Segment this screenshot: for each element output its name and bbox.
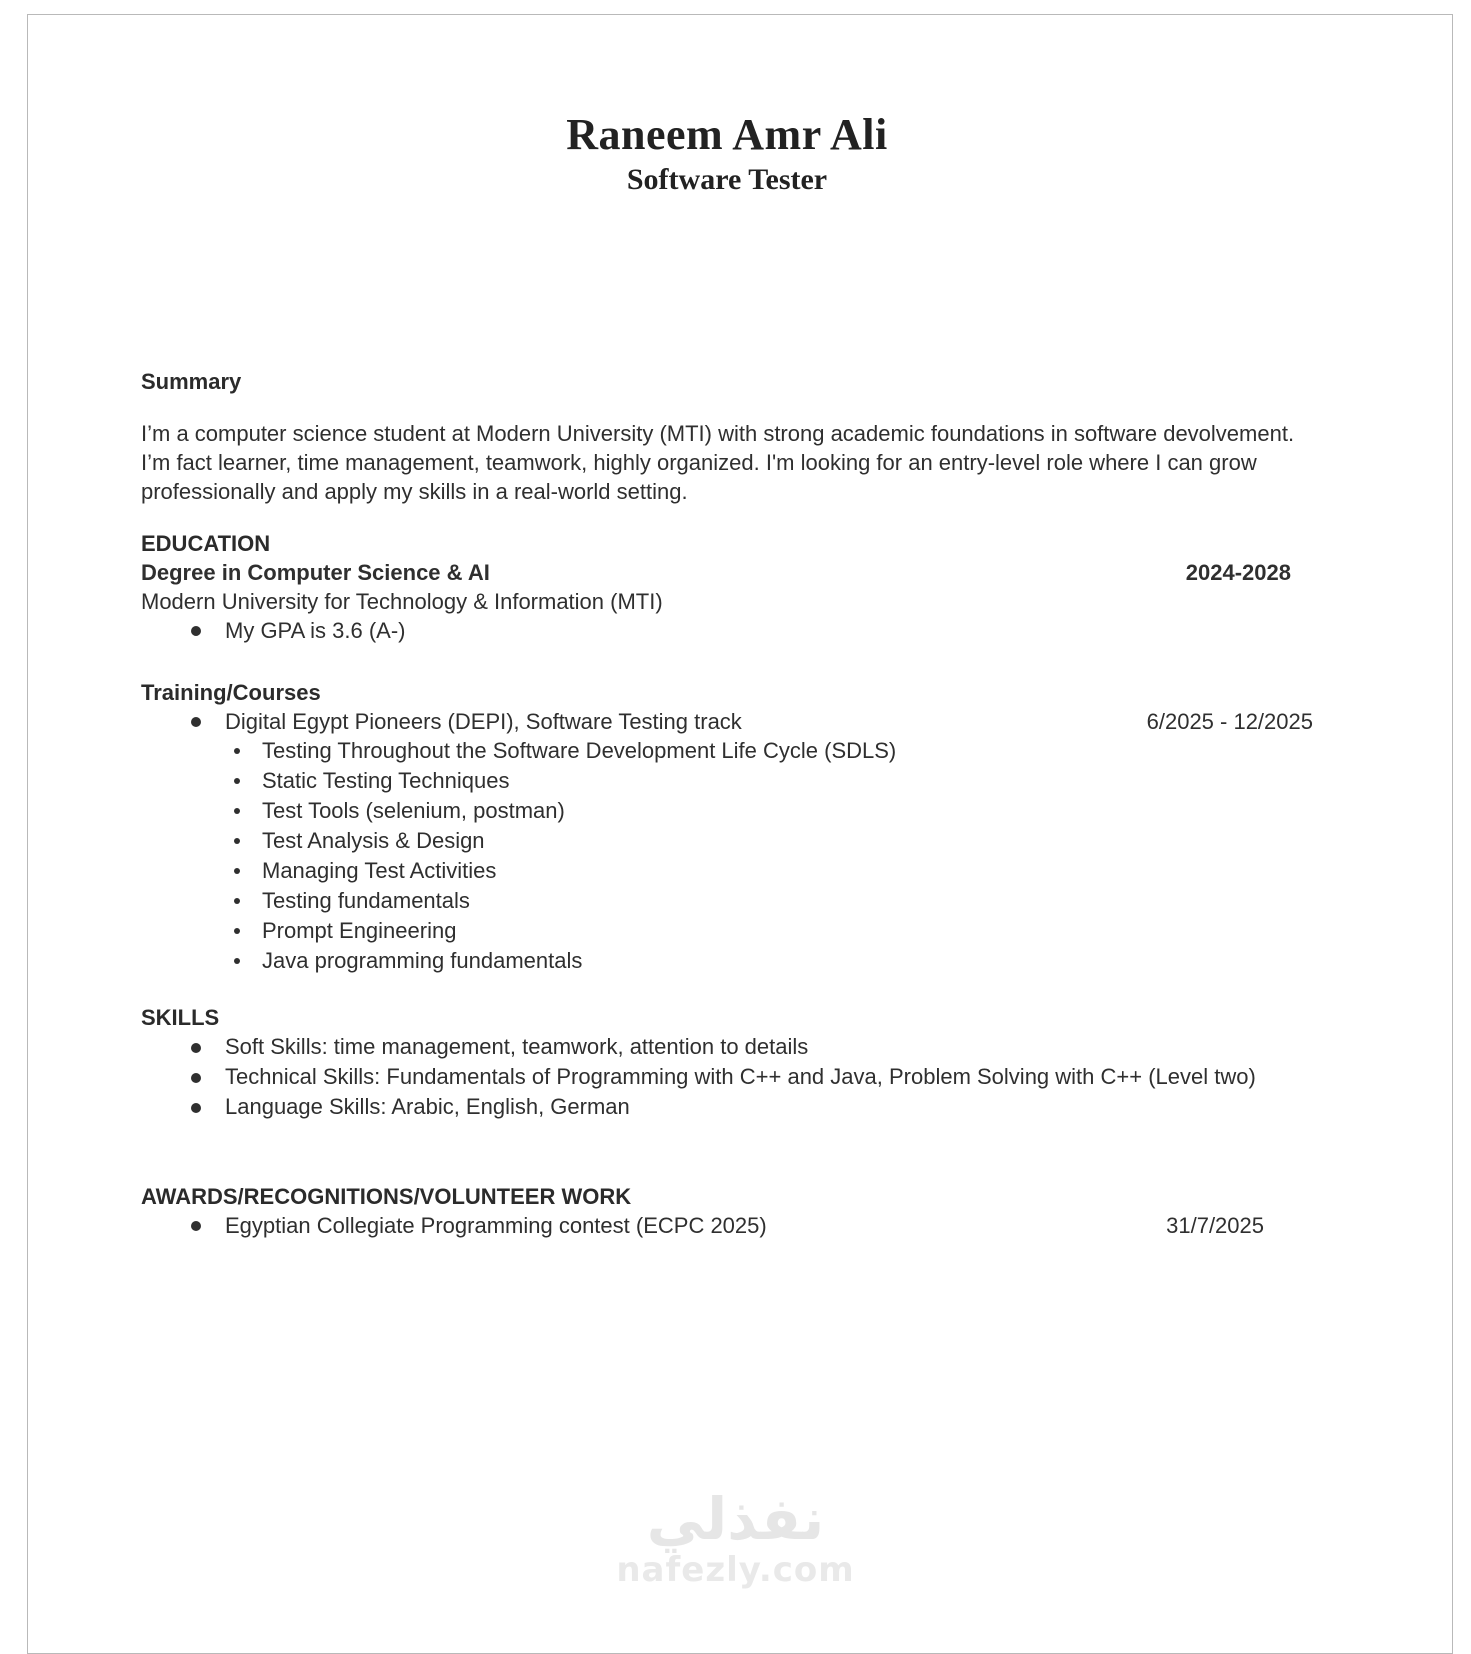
training-program: Digital Egypt Pioneers (DEPI), Software Testing track <box>225 709 742 734</box>
nafezly-site-label: nafezly.com <box>616 1550 855 1590</box>
resume-content <box>28 15 1452 1240</box>
candidate-name: Raneem Amr Ali <box>566 110 888 159</box>
award-row <box>141 1211 1313 1240</box>
skill-item <box>141 1032 1313 1062</box>
training-program-row <box>141 707 1313 736</box>
training-heading: Training/Courses <box>141 680 321 705</box>
training-topic: Java programming fundamentals <box>141 946 1313 976</box>
skill-item <box>141 1062 1313 1092</box>
candidate-job-title: Software Tester <box>626 163 828 196</box>
training-topic: Testing Throughout the Software Development Life Cycle (SDLS) <box>141 736 1313 766</box>
awards-section <box>141 1182 1313 1240</box>
skill-text: Soft Skills: time management, teamwork, attention to details <box>225 1034 809 1059</box>
nafezly-arabic-logo: نفذلي <box>646 1485 825 1553</box>
training-topic: Testing fundamentals <box>141 886 1313 916</box>
skills-section <box>141 1003 1313 1122</box>
resume-page <box>27 14 1453 1654</box>
training-topic: Test Analysis & Design <box>141 826 1313 856</box>
summary-section <box>141 367 1313 506</box>
education-degree-row <box>141 558 1313 587</box>
training-section <box>141 678 1313 976</box>
summary-heading: Summary <box>141 369 242 394</box>
awards-heading: AWARDS/RECOGNITIONS/VOLUNTEER WORK <box>141 1184 632 1209</box>
award-title: Egyptian Collegiate Programming contest (ECPC 2025) <box>225 1213 767 1238</box>
education-bullets <box>141 616 1313 645</box>
training-topic: Managing Test Activities <box>141 856 1313 886</box>
training-topic: Test Tools (selenium, postman) <box>141 796 1313 826</box>
education-school: Modern University for Technology & Information (MTI) <box>141 589 663 614</box>
education-heading: EDUCATION <box>141 531 271 556</box>
skills-list <box>141 1032 1313 1122</box>
degree-title: Degree in Computer Science & AI <box>141 560 490 585</box>
skills-heading: SKILLS <box>141 1005 220 1030</box>
award-date: 31/7/2025 <box>1166 1213 1264 1238</box>
skill-text: Language Skills: Arabic, English, German <box>225 1094 630 1119</box>
summary-paragraph: I’m a computer science student at Modern University (MTI) with strong academic foundations in software devolvement. I’m fact learner, time management, teamwork, highly organized. I'm looking for an entry-level role where I can grow professionally and apply my skills in a real-world setting. <box>141 421 1295 504</box>
training-dates: 6/2025 - 12/2025 <box>1146 709 1313 734</box>
training-program-list <box>141 707 1313 736</box>
degree-dates: 2024-2028 <box>1185 560 1291 585</box>
training-topic: Static Testing Techniques <box>141 766 1313 796</box>
education-gpa-item: My GPA is 3.6 (A-) <box>141 616 1313 645</box>
skill-item <box>141 1092 1313 1122</box>
skill-text: Technical Skills: Fundamentals of Programming with C++ and Java, Problem Solving with C++ (Level two) <box>225 1064 1256 1089</box>
education-section <box>141 529 1313 645</box>
training-topic-list <box>141 736 1313 976</box>
training-topic: Prompt Engineering <box>141 916 1313 946</box>
awards-list <box>141 1211 1313 1240</box>
